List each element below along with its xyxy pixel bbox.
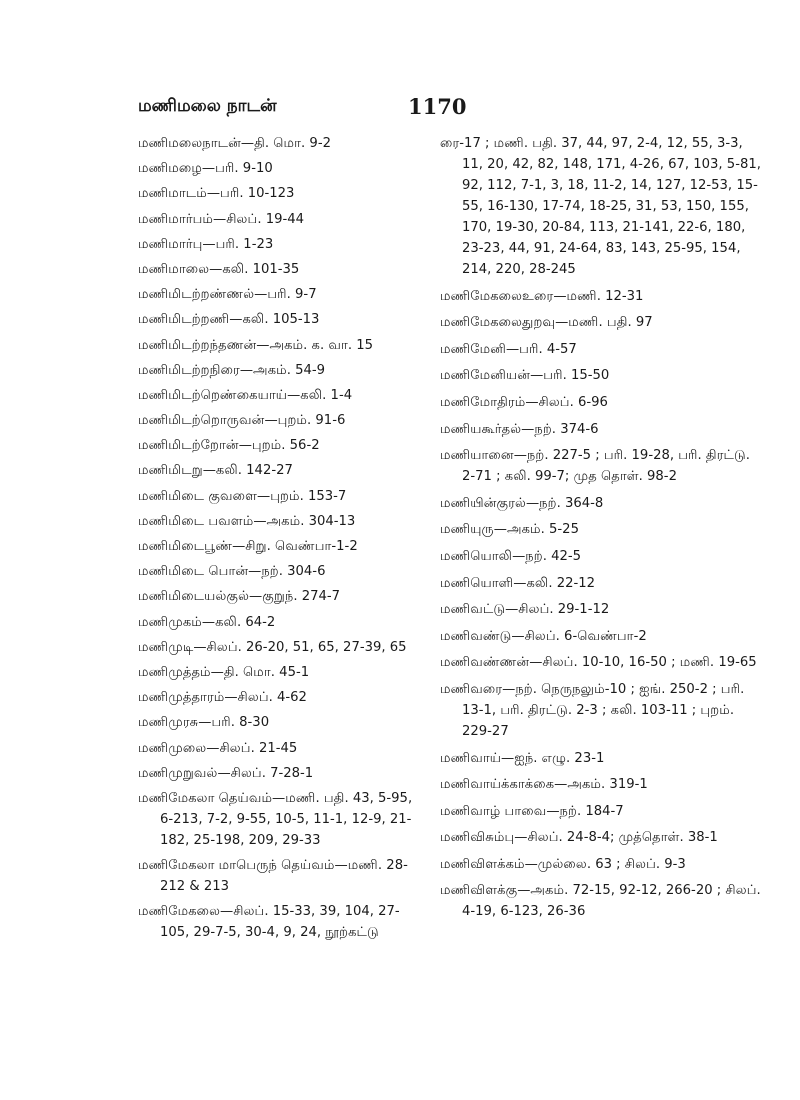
index-entry: மணிமிடற்றோன்—புறம். 56-2 <box>138 438 320 454</box>
index-entry: ரை-17 ; மணி. பதி. 37, 44, 97, 2-4, 12, 55, 3-3, 11, 20, 42, 82, 148, 171, 4-26, 67, 103, 5-81, 92, 112, 7-1, 3, 18, 11-2, 14, 127, 12-53, 15-55, 16-130, 17-74, 18-25, 31, 53, 150, 155, 170, 19-30, 20-84, 113, 21-141, 22-6, 180, 23-23, 44, 91, 24-64, 83, 143, 25-95, 154, 214, 220, 28-245 <box>440 136 761 277</box>
index-entry: மணிமேகலை—சிலப். 15-33, 39, 104, 27-105, 29-7-5, 30-4, 9, 24, நூற்கட்டு <box>138 904 400 941</box>
index-entry: மணிமிடை குவளை—புறம். 153-7 <box>138 488 347 504</box>
index-entry: மணிமேனியன்—பரி. 15-50 <box>440 368 610 384</box>
index-entry: மணிமுரசு—பரி. 8-30 <box>138 715 270 731</box>
index-entry: மணிமாலை—கலி. 101-35 <box>138 261 300 277</box>
index-entry: மணிவட்டு—சிலப். 29-1-12 <box>440 602 610 618</box>
index-entry: மணிவண்டு—சிலப். 6-வெண்பா-2 <box>440 628 647 644</box>
index-entry: மணிமேகலா தெய்வம்—மணி. பதி. 43, 5-95, 6-213, 7-2, 9-55, 10-5, 11-1, 12-9, 21-182, 25-198, 209, 29-33 <box>138 790 413 848</box>
index-entry: மணிமாடம்—பரி. 10-123 <box>138 186 295 202</box>
index-entry: மணிவண்ணன்—சிலப். 10-10, 16-50 ; மணி. 19-65 <box>440 655 757 671</box>
header-word: மணிமலை நாடன் <box>138 96 277 116</box>
index-entry: மணியகூர்தல்—நற். 374-6 <box>440 421 599 437</box>
index-entry: மணியின்குரல்—நற். 364-8 <box>440 495 604 511</box>
index-entry: மணிமழை—பரி. 9-10 <box>138 161 273 177</box>
index-entry: மணிமேகலைதுறவு—மணி. பதி. 97 <box>440 315 653 331</box>
index-entry: மணிமோதிரம்—சிலப். 6-96 <box>440 394 608 410</box>
index-entry: மணிமலைநாடன்—தி. மொ. 9-2 <box>138 136 331 151</box>
index-entry: மணிவிளக்கம்—முல்லை. 63 ; சிலப். 9-3 <box>440 856 686 872</box>
index-entry: மணிமேகலா மாபெருந் தெய்வம்—மணி. 28-212 & 213 <box>138 858 408 895</box>
index-entry: மணிவாய்—ஐந். எழு. 23-1 <box>440 750 605 766</box>
index-entry: மணிவாழ் பாவை—நற். 184-7 <box>440 803 624 819</box>
index-entry: மணிவிசும்பு—சிலப். 24-8-4; முத்தொள். 38-1 <box>440 830 718 846</box>
index-entry: மணிமிடைபூண்—சிறு. வெண்பா-1-2 <box>138 539 358 554</box>
index-entry: மணிமிடற்றொருவன்—புறம். 91-6 <box>138 413 346 429</box>
index-entry: மணிமுத்தாரம்—சிலப். 4-62 <box>138 690 307 706</box>
index-entry: மணிமிடற்றணி—கலி. 105-13 <box>138 312 320 328</box>
index-entry: மணிமிடை பவளம்—அகம். 304-13 <box>138 513 356 529</box>
page-number: 1170 <box>408 94 467 119</box>
index-entry: மணிமிடற்றெண்கையாய்—கலி. 1-4 <box>138 387 353 403</box>
index-entry: மணிமிடற்றந்தணன்—அகம். க. வா. 15 <box>138 337 374 353</box>
index-entry: மணிமிடற்றநிரை—அகம். 54-9 <box>138 362 326 378</box>
left-column <box>138 133 423 947</box>
index-entry: மணிமிடையல்குல்—குறுந். 274-7 <box>138 589 341 605</box>
index-entry: மணியொளி—கலி. 22-12 <box>440 575 596 591</box>
index-entry: மணிமுடி—சிலப். 26-20, 51, 65, 27-39, 65 <box>138 639 407 655</box>
index-entry: மணிமுகம்—கலி. 64-2 <box>138 614 276 630</box>
index-entry: மணிமுறுவல்—சிலப். 7-28-1 <box>138 765 314 781</box>
index-entry: மணிமேனி—பரி. 4-57 <box>440 341 577 357</box>
index-entry: மணிவிளக்கு—அகம். 72-15, 92-12, 266-20 ; சிலப். 4-19, 6-123, 26-36 <box>440 883 761 920</box>
index-entry: மணியொலி—நற். 42-5 <box>440 548 582 564</box>
index-entry: மணிமார்பு—பரி. 1-23 <box>138 236 274 252</box>
index-entry: மணிமிடற்றண்ணல்—பரி. 9-7 <box>138 287 317 303</box>
index-entry: மணிமிடறு—கலி. 142-27 <box>138 463 293 479</box>
index-entry: மணிவரை—நற். நெருநலும்-10 ; ஐங். 250-2 ; பரி. 13-1, பரி. திரட்டு. 2-3 ; கலி. 103-11 ; புறம். 229-27 <box>440 681 745 739</box>
right-column <box>440 133 765 928</box>
index-entry: மணியுரு—அகம். 5-25 <box>440 522 579 538</box>
index-entry: மணியானை—நற். 227-5 ; பரி. 19-28, பரி. திரட்டு. 2-71 ; கலி. 99-7; முத தொள். 98-2 <box>440 448 751 485</box>
index-entry: மணிமேகலைஉரை—மணி. 12-31 <box>440 288 644 304</box>
index-entry: மணிமுத்தம்—தி. மொ. 45-1 <box>138 664 310 680</box>
index-entry: மணிமிடை பொன்—நற். 304-6 <box>138 564 326 580</box>
index-entry: மணிமுலை—சிலப். 21-45 <box>138 740 298 756</box>
index-entry: மணிமார்பம்—சிலப். 19-44 <box>138 211 305 227</box>
index-entry: மணிவாய்க்காக்கை—அகம். 319-1 <box>440 777 648 793</box>
